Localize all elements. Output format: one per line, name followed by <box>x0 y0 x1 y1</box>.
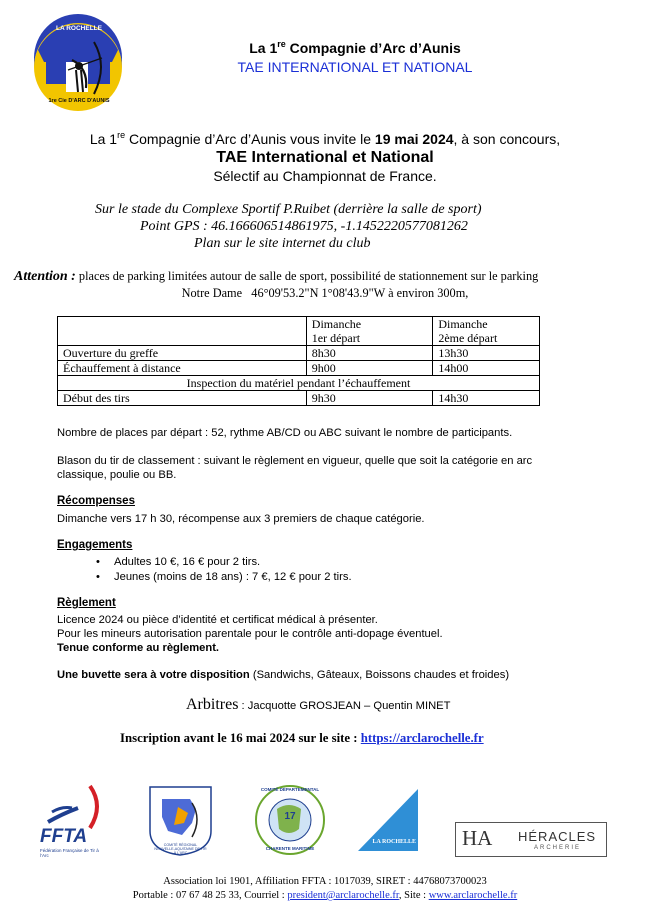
row-label: Début des tirs <box>58 391 307 406</box>
schedule-table <box>57 316 540 406</box>
table-header-row <box>58 317 540 346</box>
row-depart-1: 9h30 <box>306 391 433 406</box>
recompenses-text: Dimanche vers 17 h 30, récompense aux 3 premiers de chaque catégorie. <box>57 513 425 525</box>
row-depart-1: 9h00 <box>306 361 433 376</box>
reglement-line-3: Tenue conforme au règlement. <box>57 642 220 654</box>
table-row-inspection <box>58 376 540 391</box>
blason-line-2: classique, poulie ou BB. <box>57 469 177 481</box>
blason-line-1: Blason du tir de classement : suivant le règlement en vigueur, quelle que soit la catégorie en arc <box>57 455 533 467</box>
table-row <box>58 361 540 376</box>
table-header-depart-2 <box>433 317 540 346</box>
ffta-text: FFTA <box>40 826 88 847</box>
comite-departemental-logo <box>255 783 325 857</box>
attention-label: Attention : <box>14 269 76 284</box>
attention-line-1 <box>14 269 644 285</box>
invite-suffix: , à son concours, <box>453 131 561 147</box>
invite-line-3: Sélectif au Championnat de France. <box>213 168 437 184</box>
comite-regional-logo <box>148 785 213 857</box>
footer-phone: Portable : 07 67 48 25 33, Courriel : <box>132 890 288 901</box>
heracles-mark: HA <box>462 826 493 850</box>
inscription-line <box>120 731 484 746</box>
invite-date: 19 mai 2024 <box>374 131 454 147</box>
heracles-subtext: ARCHERIE <box>534 845 582 851</box>
header-day-1: Dimanche <box>311 317 362 331</box>
la-rochelle-logo <box>358 789 418 851</box>
row-label: Ouverture du greffe <box>58 346 307 361</box>
arbitres-line <box>186 696 450 714</box>
ffta-subtext: Fédération Française de Tir à l’Arc <box>40 848 99 858</box>
reglement-line-2: Pour les mineurs autorisation parentale pour le contrôle anti-dopage éventuel. <box>57 628 443 640</box>
header-depart-2: 2ème départ <box>438 331 498 345</box>
club-logo <box>32 20 124 114</box>
header-depart-1: 1er départ <box>311 331 361 345</box>
reglement-heading: Règlement <box>57 597 116 609</box>
cd17-number: 17 <box>284 811 296 822</box>
la-rochelle-text: LA ROCHELLE <box>372 839 416 845</box>
comite-regional-text: COMITÉ RÉGIONAL NOUVELLE-AQUITAINE DE TIR À L’ARC <box>154 843 207 855</box>
heracles-logo <box>455 822 607 857</box>
invite-line-1 <box>0 131 650 147</box>
invite-prefix: La 1 <box>89 131 118 147</box>
arbitres-names: : Jacquotte GROSJEAN – Quentin MINET <box>238 700 451 712</box>
title-prefix: La 1 <box>249 40 278 56</box>
invite-mid: Compagnie d’Arc d’Aunis vous invite le <box>125 131 375 147</box>
logo-top-text: LA ROCHELLE <box>56 25 102 32</box>
location-line-2: Point GPS : 46.166606514861975, -1.1452220577081262 <box>140 219 468 234</box>
table-header-empty <box>58 317 307 346</box>
row-depart-2: 14h00 <box>433 361 540 376</box>
footer-line-2 <box>0 890 650 901</box>
footer-site-label: , Site : <box>398 890 429 901</box>
heracles-text: HÉRACLES <box>518 829 597 844</box>
inscription-text: Inscription avant le 16 mai 2024 sur le site : <box>120 731 361 745</box>
attention-text: places de parking limitées autour de salle de sport, possibilité de stationnement sur le parking <box>75 269 539 283</box>
footer-line-1: Association loi 1901, Affiliation FFTA : 1017039, SIRET : 44768073700023 <box>163 876 487 887</box>
buvette-rest: (Sandwichs, Gâteaux, Boissons chaudes et froides) <box>249 669 510 681</box>
reglement-line-1: Licence 2024 ou pièce d’identité et certificat médical à présenter. <box>57 614 378 626</box>
engagements-list <box>86 555 352 585</box>
header-day-2: Dimanche <box>438 317 488 331</box>
cd17-bottom-text: CHARENTE MARITIME <box>265 846 315 851</box>
row-depart-2: 14h30 <box>433 391 540 406</box>
row-depart-1: 8h30 <box>306 346 433 361</box>
footer-email-link[interactable]: president@arclarochelle.fr <box>287 890 399 901</box>
table-header-depart-1 <box>306 317 433 346</box>
footer-site-link[interactable]: www.arclarochelle.fr <box>428 890 518 901</box>
invite-line-2: TAE International et National <box>216 149 434 166</box>
engagements-heading: Engagements <box>57 539 133 551</box>
ffta-logo <box>38 782 108 862</box>
attention-line-2: Notre Dame 46°09'53.2"N 1°08'43.9"W à environ 300m, <box>181 286 469 300</box>
buvette-text <box>57 669 509 683</box>
title-sup: re <box>277 39 286 49</box>
inscription-link[interactable]: https://arclarochelle.fr <box>360 731 484 745</box>
logo-bottom-text: 1re Cie D'ARC D'AUNIS <box>48 98 110 104</box>
page-title <box>190 40 520 56</box>
row-depart-2: 13h30 <box>433 346 540 361</box>
location-line-1: Sur le stade du Complexe Sportif P.Ruibet (derrière la salle de sport) <box>95 202 482 217</box>
list-item: • Jeunes (moins de 18 ans) : 7 €, 12 € pour 2 tirs. <box>86 570 352 585</box>
list-item: • Adultes 10 €, 16 € pour 2 tirs. <box>86 555 352 570</box>
title-suffix: Compagnie d’Arc d’Aunis <box>285 40 461 56</box>
location-line-3: Plan sur le site internet du club <box>194 236 371 251</box>
cd17-top-text: COMITÉ DÉPARTEMENTAL <box>260 787 320 792</box>
places-text: Nombre de places par départ : 52, rythme AB/CD ou ABC suivant le nombre de participants. <box>57 427 513 439</box>
page-subtitle: TAE INTERNATIONAL ET NATIONAL <box>237 59 473 75</box>
arbitres-label: Arbitres <box>186 696 239 713</box>
row-label: Échauffement à distance <box>58 361 307 376</box>
recompenses-heading: Récompenses <box>57 495 135 507</box>
table-row <box>58 391 540 406</box>
invite-sup: re <box>117 130 126 140</box>
table-row <box>58 346 540 361</box>
buvette-bold: Une buvette sera à votre disposition <box>57 669 250 681</box>
inspection-cell: Inspection du matériel pendant l’échauffement <box>58 376 540 391</box>
